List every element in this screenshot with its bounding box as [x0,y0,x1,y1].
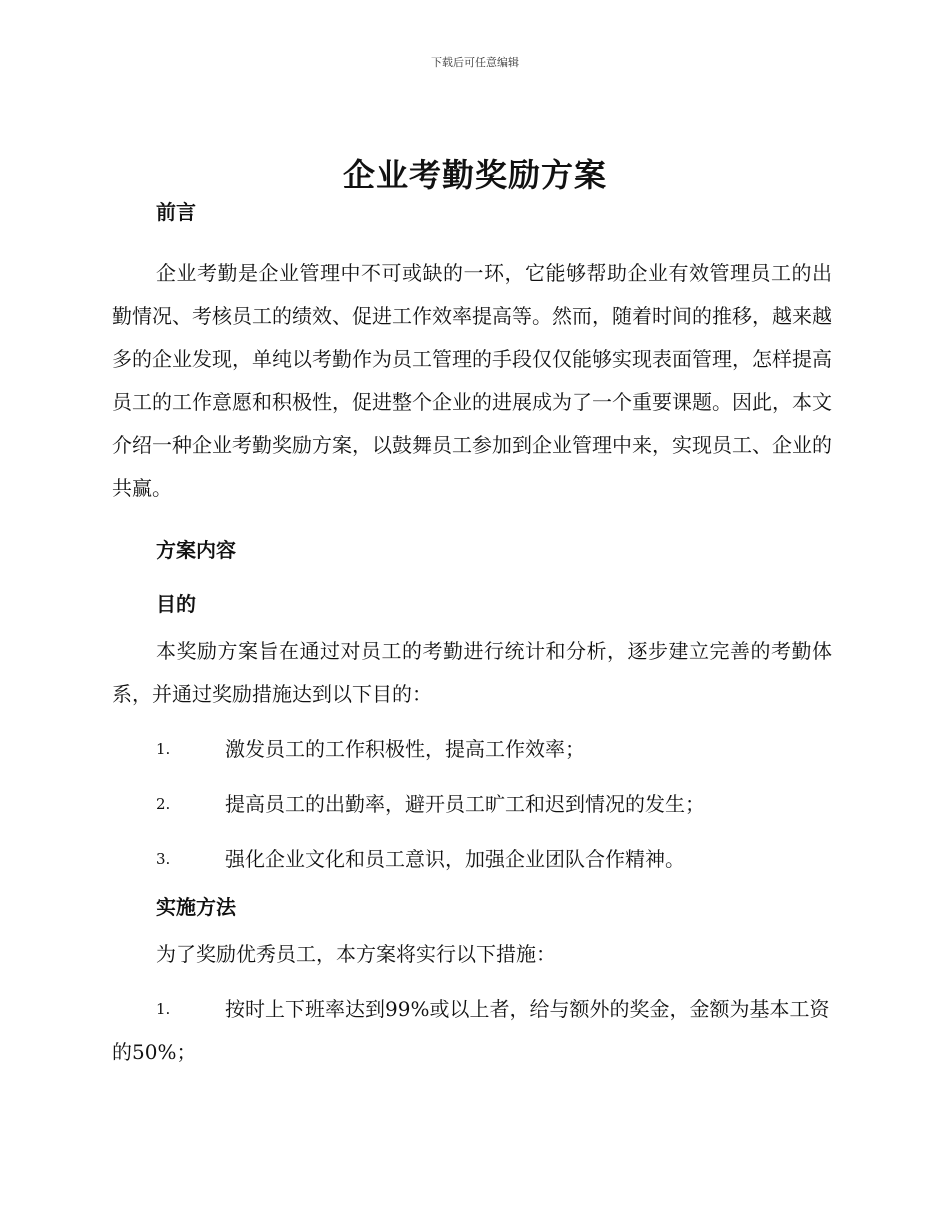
list-item-number: 2. [156,795,171,813]
purpose-paragraph: 本奖励方案旨在通过对员工的考勤进行统计和分析，逐步建立完善的考勤体系，并通过奖励措施达到以下目的： [112,639,832,706]
document-body [112,198,832,1074]
list-item [112,728,832,771]
list-item-text: 提高员工的出勤率，避开员工旷工和迟到情况的发生； [225,792,705,816]
list-item-text: 强化企业文化和员工意识，加强企业团队合作精神。 [225,847,685,871]
list-item-number: 3. [156,850,171,868]
list-item-number: 1. [156,1000,171,1018]
section-heading-method: 实施方法 [156,895,236,919]
list-item-text: 激发员工的工作积极性，提高工作效率； [225,737,585,761]
preface-paragraph: 企业考勤是企业管理中不可或缺的一环，它能够帮助企业有效管理员工的出勤情况、考核员工的绩效、促进工作效率提高等。然而，随着时间的推移，越来越多的企业发现，单纯以考勤作为员工管理的手段仅仅能够实现表面管理，怎样提高员工的工作意愿和积极性，促进整个企业的进展成为了一个重要课题。因此，本文介绍一种企业考勤奖励方案，以鼓舞员工参加到企业管理中来，实现员工、企业的共赢。 [112,261,832,500]
method-paragraph: 为了奖励优秀员工，本方案将实行以下措施： [156,942,556,966]
list-item [112,988,832,1074]
list-item-text: 按时上下班率达到99%或以上者，给与额外的奖金，金额为基本工资的50%； [112,997,830,1064]
list-item [112,783,832,826]
list-item-number: 1. [156,740,171,758]
header-note: 下载后可任意编辑 [431,56,519,69]
section-heading-preface: 前言 [156,200,196,224]
document-title: 企业考勤奖励方案 [342,156,607,194]
section-heading-purpose: 目的 [156,592,196,616]
section-heading-plan-content: 方案内容 [156,538,236,562]
list-item [112,838,832,881]
